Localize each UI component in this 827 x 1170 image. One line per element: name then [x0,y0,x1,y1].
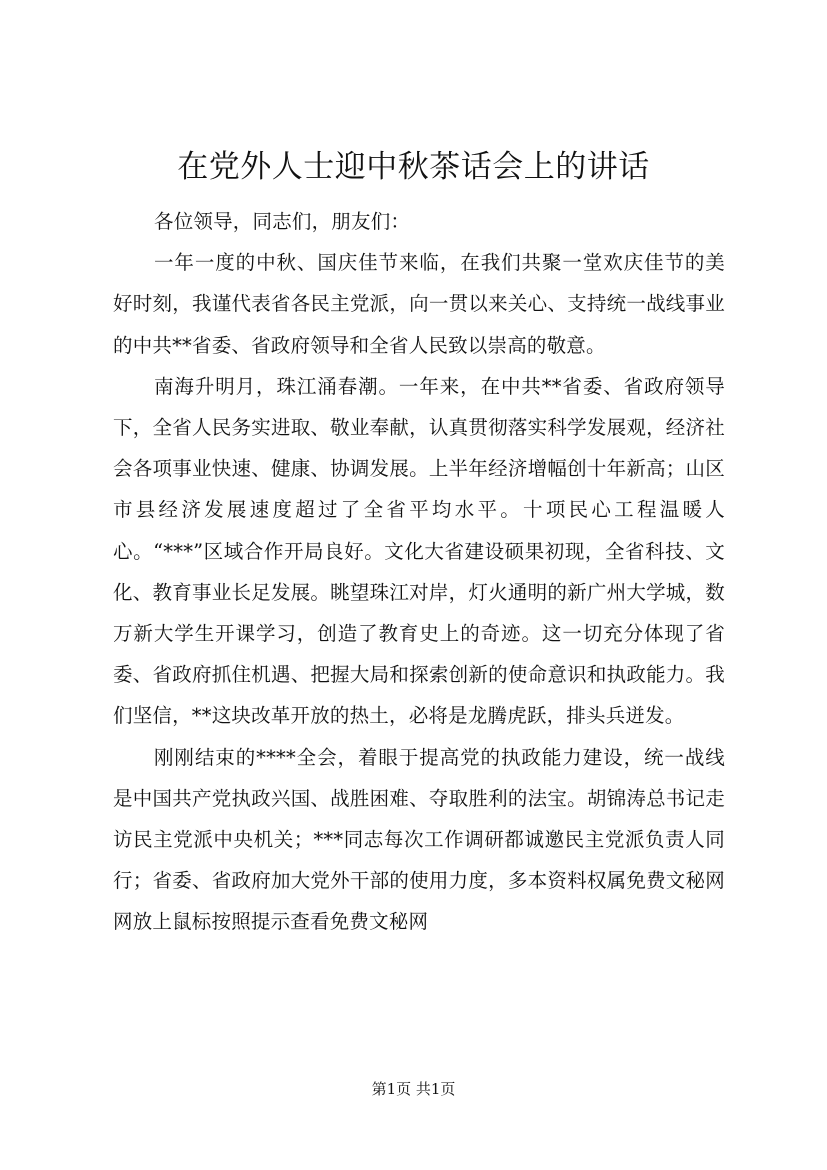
body-paragraph-3: 刚刚结束的****全会，着眼于提高党的执政能力建设，统一战线是中国共产党执政兴国、战胜困难、夺取胜利的法宝。胡锦涛总书记走访民主党派中央机关；***同志每次工作调研都诚邀民主党派负责人同行；省委、省政府加大党外干部的使用力度，多本资料权属免费文秘网网放上鼠标按照提示查看免费文秘网 [113,745,725,934]
document-body [113,201,725,943]
body-paragraph-2: 南海升明月，珠江涌春潮。一年来，在中共**省委、省政府领导下，全省人民务实进取、敬业奉献，认真贯彻落实科学发展观，经济社会各项事业快速、健康、协调发展。上半年经济增幅创十年新高；山区市县经济发展速度超过了全省平均水平。十项民心工程温暖人心。“***”区域合作开局良好。文化大省建设硕果初现，全省科技、文化、教育事业长足发展。眺望珠江对岸，灯火通明的新广州大学城，数万新大学生开课学习，创造了教育史上的奇迹。这一切充分体现了省委、省政府抓住机遇、把握大局和探索创新的使命意识和执政能力。我们坚信，**这块改革开放的热土，必将是龙腾虎跃，排头兵迸发。 [113,374,725,728]
salutation-paragraph: 各位领导，同志们，朋友们： [154,210,411,233]
document-title: 在党外人士迎中秋茶话会上的讲话 [177,149,650,185]
body-paragraph-1: 一年一度的中秋、国庆佳节来临，在我们共聚一堂欢庆佳节的美好时刻，我谨代表省各民主党派，向一贯以来关心、支持统一战线事业的中共**省委、省政府领导和全省人民致以崇高的敬意。 [113,251,725,357]
page-number-footer: 第1页 共1页 [371,1080,456,1098]
